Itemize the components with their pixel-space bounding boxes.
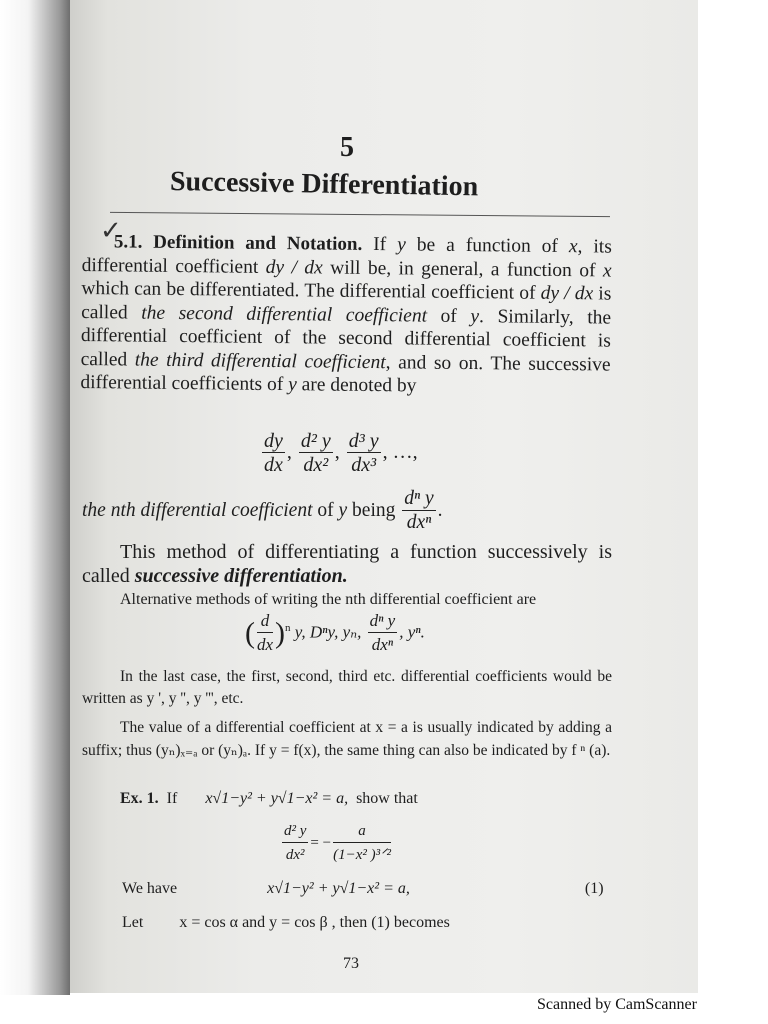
- text-run: of: [312, 499, 339, 521]
- emphasis: the nth differential coefficient: [82, 499, 313, 521]
- scanner-watermark: Scanned by CamScanner: [537, 996, 697, 1013]
- notation-list: y, Dⁿy, yₙ,: [290, 622, 366, 642]
- successive-differentiation-paragraph: [82, 540, 612, 588]
- text-run: , its differential coefficient: [81, 236, 612, 278]
- text-run: If: [362, 233, 398, 256]
- text-run: which can be differentiated. The differential coefficient of: [81, 277, 541, 304]
- title-divider: [110, 212, 610, 217]
- text-run: of: [426, 305, 471, 327]
- fraction-d2y-dx2: $\frac{\text{d² y}}{\text{dx²}}$: [300, 430, 331, 476]
- text-run: will be, in general, a function of: [322, 257, 604, 281]
- text-run: , and so on. The successive differential coefficients of: [80, 351, 611, 396]
- equation-number: (1): [584, 880, 604, 897]
- text-run: . Similarly, the differential coefficient of the second differential coefficient is called: [80, 305, 612, 371]
- emphasis: the third differential coefficient: [134, 349, 386, 373]
- var: dy / dx: [265, 256, 323, 279]
- chapter-title: Successive Differentiation: [169, 166, 479, 203]
- text-run: The value of a differential coefficient at x = a is usually indicated by adding a suffix; thus (yₙ)ₓ₌ₐ or (yₙ)ₐ. If y = f(x), the same thing can also be indicated by f ⁿ (a).: [82, 719, 612, 759]
- prime-notation-paragraph: [82, 666, 612, 710]
- notation-end: , yⁿ.: [399, 622, 425, 642]
- fraction-dny-dxn: $\frac{\text{dⁿ y}}{\text{dxⁿ}}$: [404, 488, 434, 533]
- emphasis: the second differential coefficient: [141, 302, 428, 327]
- page-gutter-shadow: [0, 0, 70, 995]
- example-label: Ex. 1.: [120, 790, 159, 807]
- derivative-sequence: $\frac{dy}{dx}$ , $\frac{\text{d² y}}{\text{dx²}}$ , $\frac{\text{d³ y}}{\text{dx³}}$ , …,: [264, 430, 418, 476]
- text-run: This method of differentiating a function successively is called: [82, 541, 612, 587]
- fraction-dny-dxn-alt: $\frac{\text{dⁿ y}}{\text{dxⁿ}}$: [369, 611, 396, 654]
- text-run: If: [166, 790, 178, 807]
- var: y: [397, 234, 406, 256]
- text-run: In the last case, the first, second, third etc. differential coefficients would be written as y ', y '', y ''', etc.: [82, 668, 612, 707]
- section-title: Definition and Notation.: [153, 231, 363, 255]
- section-5-1-paragraph: [80, 230, 612, 400]
- pen-check-mark-icon: ✓: [100, 216, 122, 245]
- var: y: [470, 305, 480, 327]
- text-run: Let: [122, 914, 144, 931]
- equation: x√1−y² + y√1−x² = a,: [205, 790, 349, 807]
- text-run: are denoted by: [296, 374, 417, 397]
- bold-term: successive differentiation.: [134, 565, 348, 587]
- exponent: n: [285, 621, 291, 634]
- var: y: [338, 499, 348, 521]
- text-run: be a function of: [405, 234, 570, 258]
- fraction-d2y-dx2-result: $\frac{\text{d² y}}{\text{dx²}}$: [282, 820, 308, 867]
- equation: x√1−y² + y√1−x² = a,: [267, 880, 410, 897]
- text-run: being: [347, 499, 401, 521]
- equals-minus: = −: [310, 834, 332, 851]
- var: dy / dx: [540, 282, 594, 305]
- fraction-d3y-dx3: $\frac{\text{d³ y}}{\text{dx³}}$: [348, 430, 379, 476]
- page-number: 73: [343, 955, 359, 972]
- text-run: x = cos α and y = cos β , then (1) becomes: [179, 914, 450, 931]
- example-1: [120, 790, 418, 808]
- var: x: [602, 259, 612, 282]
- var: x: [568, 236, 578, 258]
- text-run: show that: [356, 790, 418, 807]
- text-run: is called: [81, 283, 612, 324]
- nth-coefficient-line: the nth differential coefficient of y being $\frac{\text{dⁿ y}}{\text{dxⁿ}}$ .: [82, 488, 443, 533]
- fraction-d-dx: $\frac{d}{dx}$: [257, 611, 274, 654]
- fraction-dy-dx: $\frac{dy}{dx}$: [264, 430, 283, 476]
- value-at-point-paragraph: [82, 716, 612, 762]
- alternative-methods-line: Alternative methods of writing the nth differential coefficient are: [120, 591, 537, 608]
- example-1-result: [280, 820, 393, 867]
- book-page: [70, 0, 698, 993]
- var: y: [288, 374, 297, 396]
- alternative-notations: ( $\frac{d}{dx}$ )$^n$ y, Dⁿy, yₙ, $\frac{\text{dⁿ y}}{\text{dxⁿ}}$ , yⁿ.: [245, 610, 425, 657]
- ellipsis: , …,: [382, 441, 418, 464]
- we-have-line: [122, 880, 604, 898]
- chapter-number: 5: [340, 132, 354, 163]
- let-line: [122, 914, 450, 932]
- fraction-a-over: $\frac{a}{\text{(1−x² )³ᐟ²}}$: [333, 820, 391, 867]
- text-run: We have: [122, 880, 178, 897]
- section-number: 5.1.: [113, 231, 143, 253]
